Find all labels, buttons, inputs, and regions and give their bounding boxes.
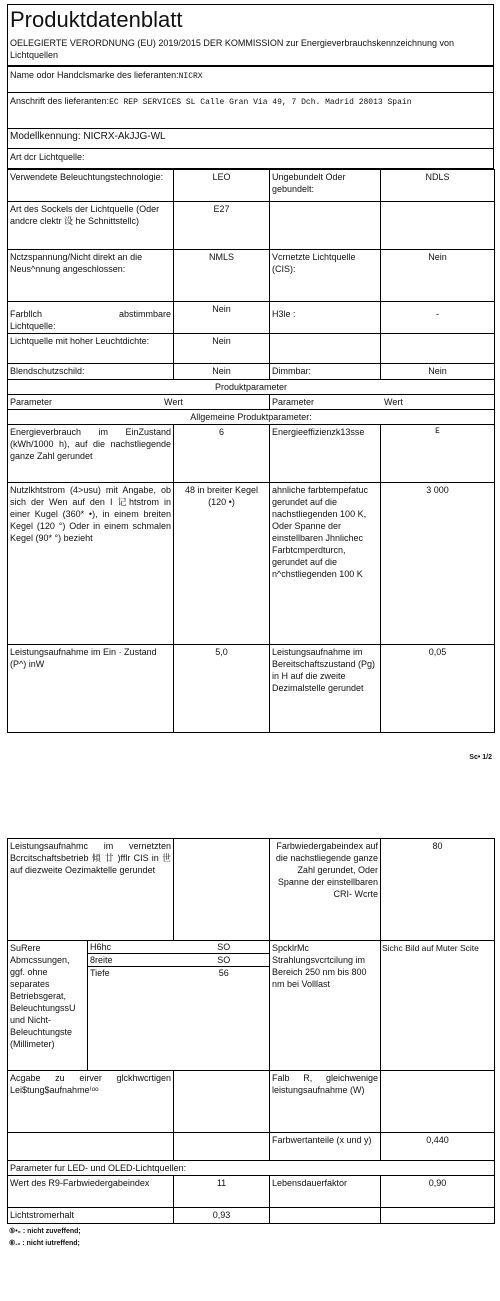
ungebundelt-label: Ungebundelt Oder gebundelt:: [270, 170, 381, 202]
lichtstrom-label: Lichtstromerhalt: [8, 1208, 174, 1224]
empty-cell: [8, 1133, 174, 1161]
hohe-label: Lichtquelle mit hoher Leuchtdichte:: [8, 334, 174, 364]
vernetzt-standby-label: Leistungsaufnahmc im vernetzten Bcrcitschaftsbetrieb 傾 廿 )fflr CIS in 世 auf diezweite Oezimaktelle gerundet: [8, 839, 174, 941]
dimm-value: Nein: [381, 364, 495, 380]
spektral-label: SpcklrMc Strahlungsvcrtcilung im Bereich 250 nm bis 800 nm bei Volllast: [270, 941, 381, 1071]
spektral-value: Sichc Bild auf Muter Scite: [381, 941, 495, 1071]
falb-label: Falb R, gleichwenige leistungsaufnahme (W): [270, 1071, 381, 1133]
empty-cell: [381, 1208, 495, 1224]
bereit-value: 0,05: [381, 645, 495, 733]
breite-dim-value: SO: [179, 954, 270, 967]
dimm-label: Dimmbar:: [270, 364, 381, 380]
farb-label-c: Lichtquelle:: [10, 321, 56, 331]
legend-1: ⑤•₀ : nicht zuveffend;: [9, 1228, 81, 1235]
dimensions-cell: [88, 941, 270, 1071]
angabe-label: Acgabe zu eirver glckhwcrtigen Lei$tung$aufnahme⁽ᵒᵒ: [8, 1071, 174, 1133]
hohe-dim-label: H6hc: [88, 941, 179, 954]
col-wert-2: Wert: [384, 397, 403, 407]
brand-row: [8, 67, 494, 93]
farb-label-b: abstimmbare: [118, 309, 171, 319]
netz-value: NMLS: [174, 250, 270, 302]
tiefe-dim-value: 56: [218, 968, 229, 978]
tiefe-dim-label: Tiefe: [90, 968, 110, 978]
nutz-value: 48 in breiter Kegel (120 •): [174, 483, 270, 645]
hohe-value: Nein: [174, 334, 270, 364]
blend-value: Nein: [174, 364, 270, 380]
netz-label: Nctzspannung/Nicht direkt an die Neus^nnung angeschlossen:: [8, 250, 174, 302]
farb-value: Nein: [174, 302, 270, 334]
energy-value: 6: [174, 425, 270, 483]
model-row: Modellkennung: NICRX-AkJJG-WL: [8, 129, 494, 149]
page-2: [7, 838, 494, 1250]
header-box: [7, 4, 494, 66]
farbtemp-value: 3 000: [381, 483, 495, 645]
r9-label: Wert des R9-Farbwiedergabeindex: [8, 1176, 174, 1208]
empty-cell: [381, 1071, 495, 1133]
farbtemp-label: ahnliche farbtempefatuc gerundet auf die nachstliegenden 100 K, Oder Spanne der einstellbaren Jhnlichec Farbtcmperdturcn, gerundet auf die n^chstliegenden 100 K: [270, 483, 381, 645]
tech-value: LEO: [174, 170, 270, 202]
empty-cell: [270, 1208, 381, 1224]
blend-label: Blendschutzschild:: [8, 364, 174, 380]
col-header-left: [8, 395, 270, 410]
cri-value: 80: [381, 839, 495, 941]
sockel-label: Art des Sockels der Lichtquelle (Oder andcre clektr 设 he Schnittstellc): [8, 202, 174, 250]
empty-cell: [381, 334, 495, 364]
empty-cell: [270, 202, 381, 250]
bereit-label: Leistungsaufnahme im Bereitschaftszustand (Pg) in H auf die zweite Dezimalstelle gerundet: [270, 645, 381, 733]
eff-label: Energieeffizienzk13sse: [270, 425, 381, 483]
empty-cell: [174, 839, 270, 941]
parameters-table-2: [7, 838, 495, 1224]
col-wert-1: Wert: [164, 397, 183, 407]
page-number: Sc• 1/2: [469, 754, 492, 761]
dimensions-subtable: [88, 941, 269, 979]
col-header-right: [270, 395, 495, 410]
eff-value: E: [381, 425, 495, 483]
abm-label: SuRere Abmcssungen, ggf. ohne separates Betriebsgerat, BeleuchtungssU und Nicht-Beleuchtungste (Millimeter): [8, 941, 88, 1071]
led-header: Parameter fur LED- und OLED-Lichtquellen:: [8, 1161, 495, 1176]
address-label: Anschrift des lieferanten:: [10, 96, 110, 106]
allgemeine-header: Allgemeine Produktparameter:: [8, 410, 495, 425]
leist-value: 5,0: [174, 645, 270, 733]
vernetzt-value: Nein: [381, 250, 495, 302]
cri-label: Farbwiedergabeindex auf die nachstliegende ganze Zahl gerundet, Oder Spanne der einstellbaren CRI- Wcrte: [270, 839, 381, 941]
farbanteile-label: Farbwertanteile (x und y): [270, 1133, 381, 1161]
vernetzt-label: Vcrnetzte Lichtquelle (CIS):: [270, 250, 381, 302]
address-row: [8, 93, 494, 129]
brand-value: NICRX: [178, 72, 203, 81]
empty-cell: [270, 334, 381, 364]
lightsource-table: [7, 169, 495, 733]
intro-text: OELEGIERTE VERORDNUNG (EU) 2019/2015 DER KOMMISSION zur Energieverbrauchskennzeichnung von Lichtquellen: [8, 33, 493, 66]
h3le-label: H3le :: [270, 302, 381, 334]
h3le-value: -: [381, 302, 495, 334]
page-title: Produktdatenblatt: [10, 7, 183, 32]
leist-label: Leistungsaufnahme im Ein · Zustand (P^) inW: [8, 645, 174, 733]
empty-cell: [174, 1133, 270, 1161]
hohe-dim-value: SO: [179, 941, 270, 954]
legend-2: ⑥.₀ : nicht iutreffend;: [9, 1240, 80, 1247]
col-param-1: Parameter: [10, 397, 53, 407]
lichtstrom-value: 0,93: [174, 1208, 270, 1224]
energy-label: Energieverbrauch im EinZustand (kWh/1000 h), auf die nachstliegende ganze Zahl gerundet: [8, 425, 174, 483]
r9-value: 11: [174, 1176, 270, 1208]
nutz-label: Nutzlkhtstrom (4>usu) mit Angabe, ob sich der Wen auf den I 记htstrom in einer Kugel (360* •), in einem breiten Kegel (120 °) Oder in einem schmalen Kegel (90* °) bezieht: [8, 483, 174, 645]
brand-label: Name odor Handclsmarke des lieferanten:: [10, 70, 179, 80]
breite-dim-label: 8reite: [88, 954, 179, 967]
empty-cell: [174, 1071, 270, 1133]
ungebundelt-value: NDLS: [381, 170, 495, 202]
produktparameter-header: Produktparameter: [8, 380, 495, 395]
supplier-table: [7, 66, 494, 169]
type-row: Art dcr Lichtquelle:: [8, 149, 494, 169]
page-1: [7, 4, 494, 733]
farbanteile-value: 0,440: [381, 1133, 495, 1161]
lebensdauer-value: 0,90: [381, 1176, 495, 1208]
col-param-2: Parameter: [272, 397, 315, 407]
lebensdauer-label: Lebensdauerfaktor: [270, 1176, 381, 1208]
farb-label-a: Farbllch: [10, 309, 43, 319]
sockel-value: E27: [174, 202, 270, 250]
tech-label: Verwendete Beleuchtungstechnologie:: [8, 170, 174, 202]
empty-cell: [381, 202, 495, 250]
farb-label: [8, 302, 174, 334]
address-value: EC REP SERVICES SL Calle Gran Via 49, 7 Dch. Madrid 28013 Spain: [109, 98, 412, 107]
